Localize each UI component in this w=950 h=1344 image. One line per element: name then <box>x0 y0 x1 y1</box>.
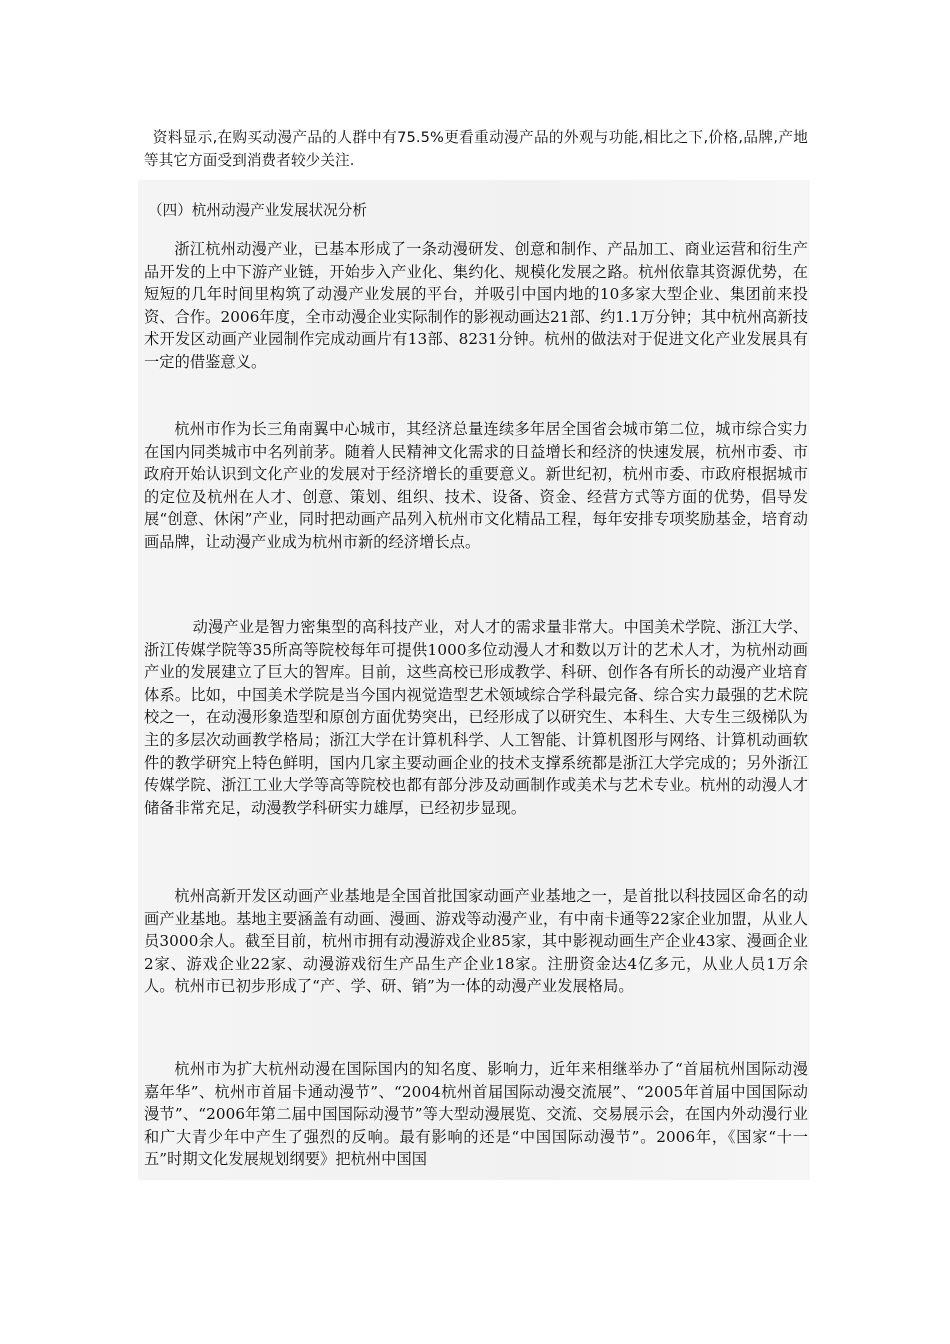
paragraph-3: 动漫产业是智力密集型的高科技产业，对人才的需求量非常大。中国美术学院、浙江大学、浙江传媒学院等35所高等院校每年可提供1000多位动漫人才和数以万计的艺术人才，为杭州动画产业的发展建立了巨大的智库。目前，这些高校已形成教学、科研、创作各有所长的动漫产业培育体系。比如，中国美术学院是当今国内视觉造型艺术领域综合学科最完备、综合实力最强的艺术院校之一，在动漫形象造型和原创方面优势突出，已经形成了以研究生、本科生、大专生三级梯队为主的多层次动画教学格局；浙江大学在计算机科学、人工智能、计算机图形与网络、计算机动画软件的教学研究上特色鲜明，国内几家主要动画企业的技术支撑系统都是浙江大学完成的；另外浙江传媒学院、浙江工业大学等高等院校也都有部分涉及动画制作或美术与艺术专业。杭州的动漫人才储备非常充足，动漫教学科研实力雄厚，已经初步显现。 <box>144 618 808 817</box>
intro-paragraph: 资料显示,在购买动漫产品的人群中有75.5%更看重动漫产品的外观与功能,相比之下,价格,品牌,产地等其它方面受到消费者较少关注. <box>144 129 808 169</box>
paragraph-1: 浙江杭州动漫产业，已基本形成了一条动漫研发、创意和制作、产品加工、商业运营和衍生产品开发的上中下游产业链，开始步入产业化、集约化、规模化发展之路。杭州依靠其资源优势，在短短的几年时间里构筑了动漫产业发展的平台，并吸引中国内地的10多家大型企业、集团前来投资、合作。2006年度，全市动漫企业实际制作的影视动画达21部、约1.1万分钟；其中杭州高新技术开发区动画产业园制作完成动画片有13部、8231分钟。杭州的做法对于促进文化产业发展具有一定的借鉴意义。 <box>144 240 808 371</box>
paragraph-5: 杭州市为扩大杭州动漫在国际国内的知名度、影响力，近年来相继举办了“首届杭州国际动漫嘉年华”、杭州市首届卡通动漫节”、“2004杭州首届国际动漫交流展”、“2005年首届中国国际动漫节”、“2006年第二届中国国际动漫节”等大型动漫展览、交流、交易展示会，在国内外动漫行业和广大青少年中产生了强烈的反响。最有影响的还是“中国国际动漫节”。2006年，《国家“十一五”时期文化发展规划纲要》把杭州中国国 <box>144 1060 808 1169</box>
section-heading: （四）杭州动漫产业发展状况分析 <box>148 202 367 219</box>
paragraph-2: 杭州市作为长三角南翼中心城市，其经济总量连续多年居全国省会城市第二位，城市综合实力在国内同类城市中名列前茅。随着人民精神文化需求的日益增长和经济的快速发展，杭州市委、市政府开始认识到文化产业的发展对于经济增长的重要意义。新世纪初，杭州市委、市政府根据城市的定位及杭州在人才、创意、策划、组织、技术、设备、资金、经营方式等方面的优势，倡导发展“创意、休闲”产业，同时把动画产品列入杭州市文化精品工程，每年安排专项奖励基金，培育动画品牌，让动漫产业成为杭州市新的经济增长点。 <box>144 420 808 551</box>
paragraph-4: 杭州高新开发区动画产业基地是全国首批国家动画产业基地之一，是首批以科技园区命名的动画产业基地。基地主要涵盖有动画、漫画、游戏等动漫产业，有中南卡通等22家企业加盟，从业人员3000余人。截至目前，杭州市拥有动漫游戏企业85家，其中影视动画生产企业43家、漫画企业2家、游戏企业22家、动漫游戏衍生产品生产企业18家。注册资金达4亿多元，从业人员1万余人。杭州市已初步形成了“产、学、研、销”为一体的动漫产业发展格局。 <box>144 887 808 996</box>
